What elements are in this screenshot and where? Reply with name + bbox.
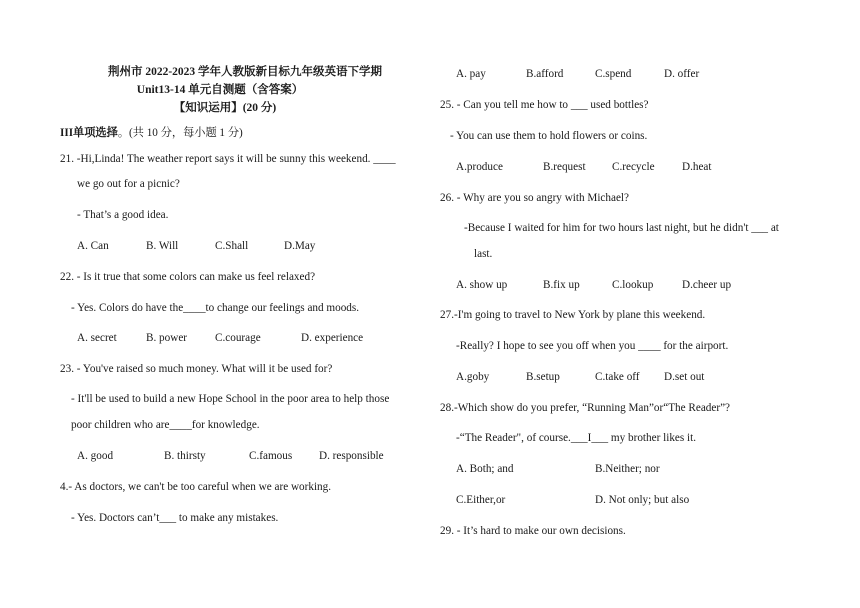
option-c: C.courage bbox=[215, 332, 261, 344]
question-26-stem: 26. - Why are you so angry with Michael? bbox=[440, 192, 629, 204]
part-title-bold: III单项选择 bbox=[60, 127, 118, 139]
option-d: D.May bbox=[284, 240, 316, 252]
option-b: B. thirsty bbox=[164, 450, 206, 462]
option-d: D.cheer up bbox=[682, 279, 732, 291]
option-a: A.goby bbox=[456, 371, 490, 383]
option-c: C.famous bbox=[249, 450, 293, 462]
option-c: C.Shall bbox=[215, 240, 249, 252]
option-b: B. power bbox=[146, 332, 188, 344]
option-a: A. Can bbox=[77, 240, 109, 252]
option-c: C.take off bbox=[595, 371, 640, 383]
question-24-stem: 4.- As doctors, we can't be too careful when we are working. bbox=[60, 481, 332, 493]
option-b: B. Will bbox=[146, 240, 179, 252]
part-title bbox=[60, 126, 243, 140]
section-heading: 【知识运用】(20 分) bbox=[173, 102, 277, 114]
option-a: A. Both; and bbox=[456, 463, 514, 475]
question-27-stem: 27.-I'm going to travel to New York by plane this weekend. bbox=[440, 309, 706, 321]
question-21-reply: - That’s a good idea. bbox=[77, 209, 169, 221]
option-c: C.spend bbox=[595, 68, 632, 80]
option-c: C.recycle bbox=[612, 161, 655, 173]
question-22-reply: - Yes. Colors do have the____to change our feelings and moods. bbox=[71, 302, 360, 314]
document-title: 荆州市 2022-2023 学年人教版新目标九年级英语下学期 bbox=[107, 66, 383, 78]
question-23-stem: 23. - You've raised so much money. What will it be used for? bbox=[60, 363, 333, 375]
option-b: B.afford bbox=[526, 68, 564, 80]
question-21-stem: 21. -Hi,Linda! The weather report says it will be sunny this weekend. ____ bbox=[60, 153, 396, 165]
part-title-rest: 。(共 10 分，每小题 1 分) bbox=[117, 127, 243, 139]
question-22-stem: 22. - Is it true that some colors can make us feel relaxed? bbox=[60, 271, 316, 283]
question-27-reply: -Really? I hope to see you off when you ____ for the airport. bbox=[456, 340, 729, 352]
option-b: B.Neither; nor bbox=[595, 463, 660, 475]
question-23-reply: - It'll be used to build a new Hope School in the poor area to help those bbox=[71, 393, 390, 405]
question-28-reply: -“The Reader", of course.___I___ my brother likes it. bbox=[456, 432, 697, 444]
option-a: A. show up bbox=[456, 279, 508, 291]
question-25-reply: - You can use them to hold flowers or coins. bbox=[450, 130, 648, 142]
question-29-stem: 29. - It’s hard to make our own decisions. bbox=[440, 525, 626, 537]
option-c: C.Either,or bbox=[456, 494, 506, 506]
question-24-reply: - Yes. Doctors can’t___ to make any mistakes. bbox=[71, 512, 279, 524]
question-21-stem-cont: we go out for a picnic? bbox=[77, 178, 180, 190]
question-26-reply: -Because I waited for him for two hours last night, but he didn't ___ at bbox=[464, 222, 779, 234]
question-25-stem: 25. - Can you tell me how to ___ used bottles? bbox=[440, 99, 649, 111]
question-26-reply-cont: last. bbox=[474, 248, 493, 260]
option-b: B.fix up bbox=[543, 279, 580, 291]
option-a: A. good bbox=[77, 450, 114, 462]
option-c: C.lookup bbox=[612, 279, 654, 291]
option-d: D. responsible bbox=[319, 450, 384, 462]
option-a: A. secret bbox=[77, 332, 117, 344]
option-a: A. pay bbox=[456, 68, 486, 80]
option-d: D.set out bbox=[664, 371, 705, 383]
option-b: B.setup bbox=[526, 371, 560, 383]
option-d: D. Not only; but also bbox=[595, 494, 690, 506]
option-b: B.request bbox=[543, 161, 586, 173]
option-d: D.heat bbox=[682, 161, 712, 173]
question-28-stem: 28.-Which show do you prefer, “Running Man”or“The Reader”? bbox=[440, 402, 731, 414]
option-a: A.produce bbox=[456, 161, 503, 173]
option-d: D. experience bbox=[301, 332, 364, 344]
question-23-reply-cont: poor children who are____for knowledge. bbox=[71, 419, 260, 431]
document-subtitle: Unit13-14 单元自测题（含答案） bbox=[136, 84, 304, 96]
option-d: D. offer bbox=[664, 68, 700, 80]
